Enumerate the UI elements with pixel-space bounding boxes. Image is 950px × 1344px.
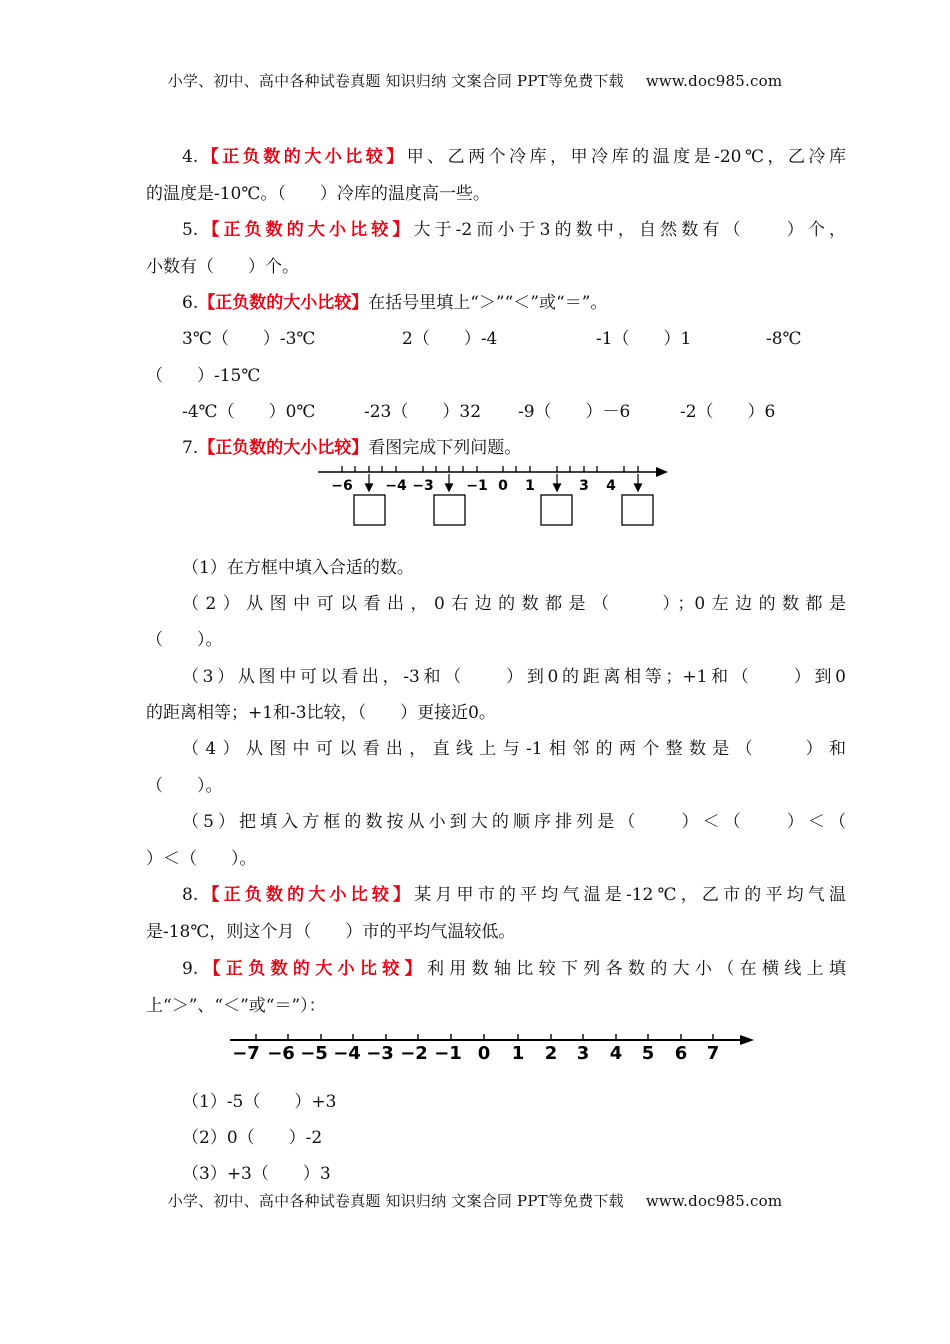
axis-label: 1: [511, 1043, 525, 1064]
axis-label: −6: [267, 1043, 295, 1064]
axis-label: 0: [498, 478, 508, 494]
q4-line2: 的温度是-10℃。（ ）冷库的温度高一些。: [146, 184, 490, 204]
axis-label: −4: [333, 1043, 361, 1064]
q6-number: 6.: [182, 293, 199, 313]
q6-item: -2（ ）6: [680, 402, 776, 422]
axis-label: 1: [525, 478, 535, 494]
q7-sub5-line2: ）＜（ ）。: [146, 849, 257, 869]
q6-item: -8℃: [766, 329, 802, 349]
q4-number: 4.: [182, 147, 199, 167]
header-text: 小学、初中、高中各种试卷真题 知识归纳 文案合同 PPT等免费下载: [167, 72, 624, 90]
q5-text-1: 大于-2而小于3的数中，自然数有（ ）个，: [413, 220, 846, 240]
q7-sub4-line2: （ ）。: [146, 776, 223, 796]
q6-item: -23（ ）32: [364, 402, 482, 422]
q5-number: 5.: [182, 220, 199, 240]
axis-label: 4: [609, 1043, 623, 1064]
page-footer: [0, 1190, 950, 1211]
q9-line2: 上“＞”、“＜”或“＝”）：: [146, 996, 326, 1016]
q6-item: -1（ ）1: [596, 329, 692, 349]
q9-text-1: 利用数轴比较下列各数的大小（在横线上填: [426, 959, 847, 979]
q9-number: 9.: [182, 959, 199, 979]
axis-label: −1: [434, 1043, 462, 1064]
axis-label: −7: [232, 1043, 260, 1064]
axis-arrow-icon: [740, 1035, 754, 1045]
q7-sub2-line1: （2）从图中可以看出，0右边的数都是（ ）；0左边的数都是: [182, 594, 846, 614]
q6-line1: [146, 292, 846, 314]
axis-label: 3: [579, 478, 589, 494]
axis-label: 6: [674, 1043, 688, 1064]
axis-label: −6: [331, 478, 353, 494]
axis-label: 7: [706, 1043, 720, 1064]
axis-label: 0: [477, 1043, 491, 1064]
q4-text-1: 甲、乙两个冷库，甲冷库的温度是-20℃，乙冷库: [406, 147, 846, 167]
answer-box[interactable]: [434, 495, 465, 525]
axis-label: 2: [544, 1043, 558, 1064]
answer-box[interactable]: [622, 495, 653, 525]
axis-label: 3: [576, 1043, 590, 1064]
q9-sub2: （2）0（ ）-2: [182, 1128, 323, 1148]
q7-sub3-line2: 的距离相等；+1和-3比较，（ ）更接近0。: [146, 703, 496, 723]
number-line-figure-1: [312, 462, 674, 532]
q6-row1: [146, 328, 810, 350]
axis-label: −3: [412, 478, 434, 494]
answer-box[interactable]: [354, 495, 385, 525]
axis-label: −4: [385, 478, 407, 494]
axis-arrow-icon: [656, 467, 668, 477]
q7-sub3-line1: （3）从图中可以看出，-3和（ ）到0的距离相等；+1和（ ）到0: [182, 667, 846, 687]
q7-sub2-line2: （ ）。: [146, 630, 223, 650]
footer-text: 小学、初中、高中各种试卷真题 知识归纳 文案合同 PPT等免费下载: [167, 1192, 624, 1210]
q7-sub4-line1: （4）从图中可以看出，直线上与-1相邻的两个整数是（ ）和: [182, 739, 846, 759]
page-header: [0, 70, 950, 91]
q7-tag: 【正负数的大小比较】: [198, 438, 369, 458]
q8-line1: [146, 884, 846, 906]
q6-item: -4℃（ ）0℃: [182, 402, 316, 422]
q5-line2: 小数有（ ）个。: [146, 257, 299, 277]
axis-label: −2: [400, 1043, 428, 1064]
q5-line1: [146, 219, 846, 241]
q4-tag: 【正负数的大小比较】: [198, 147, 407, 167]
answer-box[interactable]: [541, 495, 572, 525]
q6-row1-continued: （ ）-15℃: [146, 366, 261, 386]
axis-label: 5: [641, 1043, 655, 1064]
axis-label: −1: [466, 478, 488, 494]
q6-item: 3℃（ ）-3℃: [182, 329, 316, 349]
q5-tag: 【正负数的大小比较】: [198, 220, 414, 240]
q7-text-1: 看图完成下列问题。: [368, 438, 522, 458]
footer-site: www.doc985.com: [645, 1192, 783, 1210]
q8-line2: 是-18℃，则这个月（ ）市的平均气温较低。: [146, 922, 516, 942]
q6-tag: 【正负数的大小比较】: [198, 293, 369, 313]
q6-item: 2（ ）-4: [402, 329, 498, 349]
q4-line1: [146, 146, 846, 168]
q8-text-1: 某月甲市的平均气温是-12℃，乙市的平均气温: [414, 885, 846, 905]
q9-sub3: （3）+3（ ）3: [182, 1164, 331, 1184]
axis-label: −3: [366, 1043, 394, 1064]
number-line-figure-2: [222, 1030, 758, 1066]
q7-sub1: （1）在方框中填入合适的数。: [182, 558, 414, 578]
header-site: www.doc985.com: [645, 72, 783, 90]
q8-tag: 【正负数的大小比较】: [198, 885, 415, 905]
axis-label: 4: [606, 478, 616, 494]
q7-number: 7.: [182, 438, 199, 458]
q9-line1: [146, 958, 846, 980]
q9-sub1: （1）-5（ ）+3: [182, 1092, 337, 1112]
q7-line1: [146, 437, 846, 459]
q8-number: 8.: [182, 885, 199, 905]
q6-item: -9（ ）－6: [518, 402, 631, 422]
q6-text-1: 在括号里填上“＞”“＜”或“＝”。: [368, 293, 608, 313]
q7-sub5-line1: （5）把填入方框的数按从小到大的顺序排列是（ ）＜（ ）＜（: [182, 812, 846, 832]
axis-label: −5: [300, 1043, 328, 1064]
q6-row2: [146, 401, 810, 423]
q9-tag: 【正负数的大小比较】: [198, 959, 427, 979]
